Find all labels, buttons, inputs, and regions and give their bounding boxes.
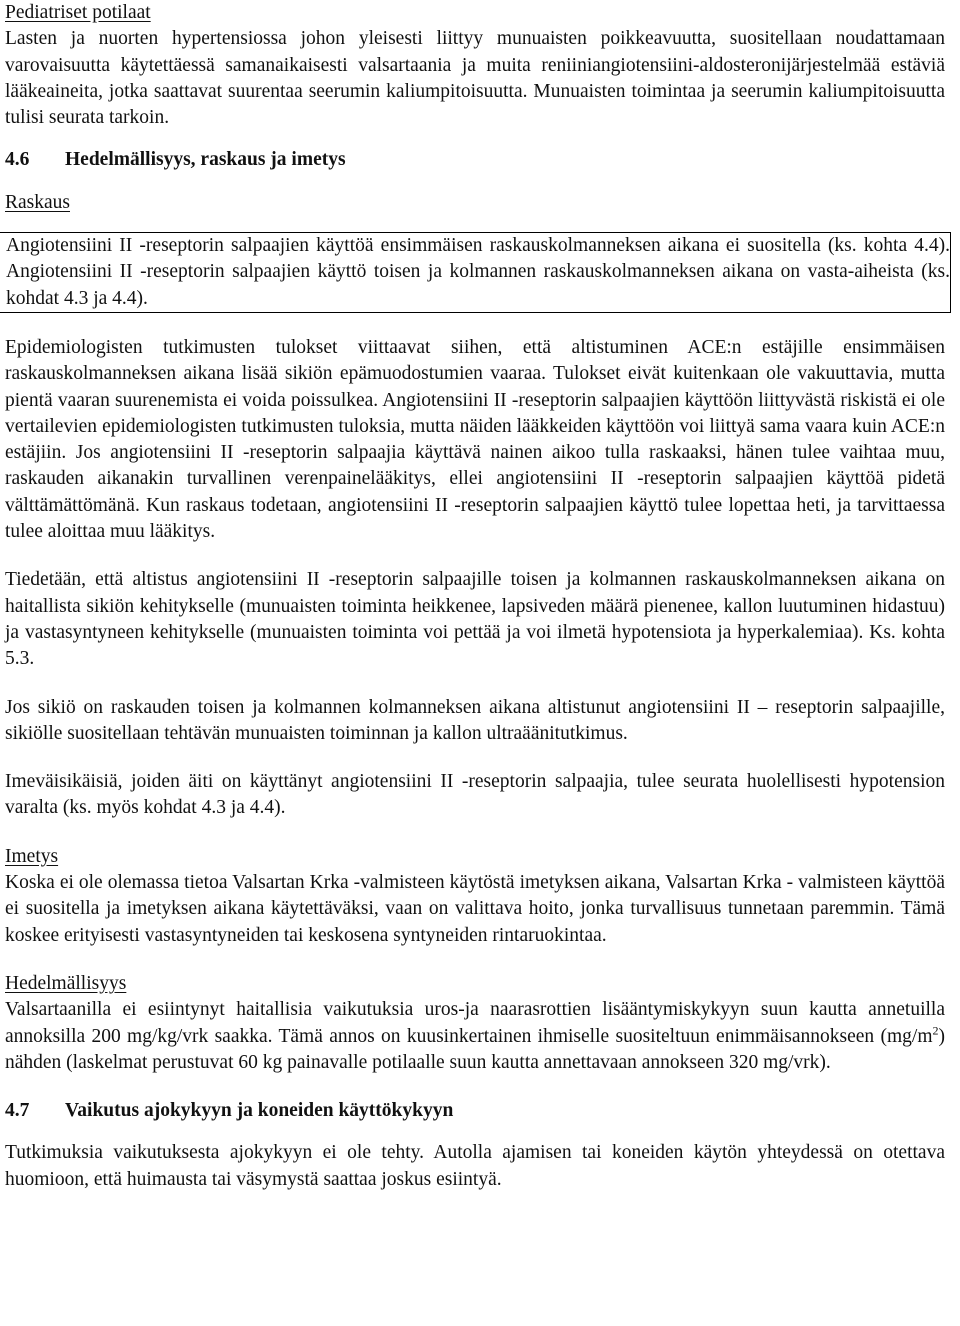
breastfeeding-paragraph: Koska ei ole olemassa tietoa Valsartan Krka -valmisteen käytöstä imetyksen aikana, Valsartan Krka - valmisteen käyttöä ei suositella ja imetyksen aikana käytettäväksi, vaan on valittava hoito, jonka turvallisuus tunnetaan paremmin. Tämä koskee erityisesti vastasyntyneiden tai keskosena syntyneiden rintaruokintaa. [5, 872, 945, 946]
fertility-text-a: Valsartaanilla ei esiintynyt haitallisia vaikutuksia uros-ja naarasrottien lisääntymiskykyyn suun kautta annetuilla annoksilla 200 mg/kg/vrk saakka. Tämä annos on kuusinkertainen ihmiselle suositeltuun enimmäisannokseen (mg/m [5, 999, 945, 1047]
pregnancy-paragraph-1: Epidemiologisten tutkimusten tulokset viittaavat siihen, että altistuminen ACE:n estäjille ensimmäisen raskauskolmanneksen aikana lisää sikiön epämuodostumien vaaraa. Tulokset eivät kuitenkaan ole vakuuttavia, mutta pientä vaaran suurenemista ei voida poissulkea. Angiotensiini II -reseptorin salpaajien käyttöön liittyvästä riskistä ei ole vertailevien epidemiologisten tutkimusten tuloksia, mutta näiden lääkkeiden käyttöön voi liittyä sama vaara kuin ACE:n estäjiin. Jos angiotensiini II -reseptorin salpaajia käyttävä nainen aikoo tulla raskaaksi, hänen tulee vaihtaa muu, raskauden aikanakin turvallinen verenpainelääkitys, ellei angiotensiini II -reseptorin salpaajien käyttöä pidetä välttämättömänä. Kun raskaus todetaan, angiotensiini II -reseptorin salpaajien käyttö tulee lopettaa heti, ja tarvittaessa tulee aloittaa muu lääkitys. [5, 336, 945, 543]
pregnancy-paragraph-2: Tiedetään, että altistus angiotensiini II -reseptorin salpaajille toisen ja kolmannen raskauskolmanneksen aikana on haitallista sikiön kehitykselle (munuaisten toiminta heikkenee, lapsiveden määrä pienenee, kallon luutuminen hidastuu) ja vastasyntyneen kehitykselle (munuaisten toiminta voi pettää ja voi ilmetä hypotensiota ja hyperkalemiaa). Ks. kohta 5.3. [5, 569, 945, 670]
pediatric-paragraph: Lasten ja nuorten hypertensiossa johon yleisesti liittyy munuaisten poikkeavuutta, suositellaan noudattamaan varovaisuutta käytettäessä samanaikaisesti valsartaania ja muita reniiniangiotensiini-aldosteronijärjestelmää estäviä lääkeaineita, jotka saattavat suurentaa seerumin kaliumpitoisuutta. Munuaisten toimintaa ja seerumin kaliumpitoisuutta tulisi seurata tarkoin. [5, 28, 945, 129]
document-page [5, 0, 950, 1193]
pregnancy-paragraph-4: Imeväisikäisiä, joiden äiti on käyttänyt angiotensiini II -reseptorin salpaajia, tulee seurata huolellisesti hypotension varalta (ks. myös kohdat 4.3 ja 4.4). [5, 771, 945, 819]
section-4-7-title: Vaikutus ajokykyyn ja koneiden käyttökykyyn [65, 1100, 454, 1122]
fertility-paragraph [5, 997, 945, 1076]
section-4-7-paragraph: Tutkimuksia vaikutuksesta ajokykyyn ei ole tehty. Autolla ajamisen tai koneiden käytön yhteydessä on otettava huomioon, että huimausta tai väsymystä saattaa joskus esiintyä. [5, 1142, 945, 1190]
fertility-superscript: 2 [932, 1023, 939, 1037]
section-4-6-number: 4.6 [5, 149, 30, 171]
pregnancy-warning-text: Angiotensiini II -reseptorin salpaajien käyttöä ensimmäisen raskauskolmanneksen aikana ei suositella (ks. kohta 4.4). Angiotensiini II -reseptorin salpaajien käyttö toisen ja kolmannen raskauskolmanneksen aikana on vasta-aiheista (ks. kohdat 4.3 ja 4.4). [6, 235, 950, 309]
section-4-7-number: 4.7 [5, 1100, 30, 1122]
fertility-heading: Hedelmällisyys [5, 972, 127, 994]
pregnancy-warning-box [0, 232, 951, 313]
pregnancy-paragraph-3: Jos sikiö on raskauden toisen ja kolmannen kolmanneksen aikana altistunut angiotensiini II – reseptorin salpaajille, sikiölle suositellaan tehtävän munuaisten toiminnan ja kallon ultraäänitutkimus. [5, 696, 945, 744]
section-4-7-heading [5, 1098, 945, 1124]
section-4-6-heading [5, 147, 945, 173]
pregnancy-heading: Raskaus [5, 191, 70, 213]
fertility-text-b: ) nähden (laskelmat perustuvat 60 kg painavalle potilaalle suun kautta annettavaan annokseen 320 mg/vrk). [5, 1025, 945, 1073]
section-4-6-title: Hedelmällisyys, raskaus ja imetys [65, 149, 346, 171]
pediatric-heading: Pediatriset potilaat [5, 2, 151, 23]
breastfeeding-heading: Imetys [5, 845, 59, 867]
